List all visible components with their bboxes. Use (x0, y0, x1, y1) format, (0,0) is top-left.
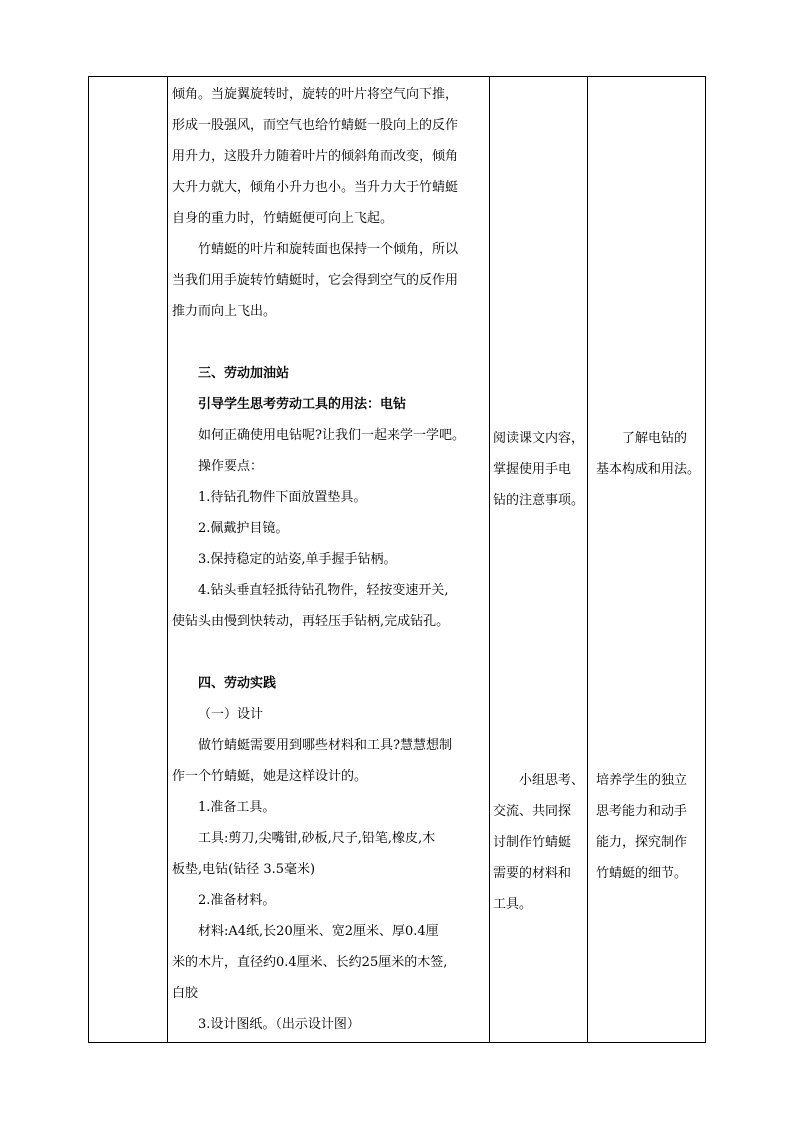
text-line: 思考能力和动手 (596, 804, 688, 819)
text-line: 讨制作竹蜻蜓 (493, 835, 572, 850)
text-line: 掌握使用手电 (493, 462, 572, 477)
list-item: 1.准备工具。 (198, 800, 276, 815)
text-line: 推力而向上飞出。 (172, 304, 277, 319)
teaching-content-cell (172, 79, 487, 1040)
text-line: 了解电钻的 (622, 431, 688, 446)
text-line: 作一个竹蜻蜓，她是这样设计的。 (172, 769, 368, 784)
text-line: 大升力就大，倾角小升力也小。当升力大于竹蜻蜓 (172, 180, 459, 195)
text-line: 自身的重力时，竹蜻蜓便可向上飞起。 (172, 211, 394, 226)
text-line: 形成一股强风，而空气也给竹蜻蜓一股向上的反作 (172, 118, 459, 133)
text-line: 做竹蜻蜓需要用到哪些材料和工具?慧慧想制 (198, 738, 452, 753)
text-line: 倾角。当旋翼旋转时，旋转的叶片将空气向下推， (172, 87, 459, 102)
text-line: 交流、共同探 (493, 804, 572, 819)
text-line: 竹蜻蜓的细节。 (596, 866, 688, 881)
text-line: 工具:剪刀,尖嘴钳,砂板,尺子,铅笔,橡皮,木 (198, 831, 436, 846)
text-line: 使钻头由慢到快转动，再轻压手钻柄,完成钻孔。 (172, 614, 450, 629)
text-line: 能力，探究制作 (596, 835, 688, 850)
text-line: 如何正确使用电钻呢?让我们一起来学一学吧。 (198, 428, 465, 443)
text-line: 材料:A4纸,长20厘米、宽2厘米、厚0.4厘 (198, 924, 439, 939)
student-activity-cell (493, 423, 593, 516)
text-line: 白胶 (172, 986, 199, 1001)
lesson-table (88, 76, 706, 1043)
section-subtitle: （一）设计 (198, 707, 264, 722)
text-line: 阅读课文内容， (493, 431, 585, 446)
text-line: 板垫,电钻(钻径 3.5毫米) (172, 862, 316, 877)
section-title: 四、劳动实践 (198, 676, 277, 691)
design-intent-cell (596, 765, 706, 889)
text-line: 当我们用手旋转竹蜻蜓时，它会得到空气的反作用 (172, 273, 459, 288)
text-line: 基本构成和用法。 (596, 462, 701, 477)
text-line: 米的木片，直径约0.4厘米、长约25厘米的木签, (172, 955, 448, 970)
list-item: 3.保持稳定的站姿,单手握手钻柄。 (198, 552, 397, 567)
list-item: 1.待钻孔物件下面放置垫具。 (198, 490, 367, 505)
section-subtitle: 引导学生思考劳动工具的用法：电钻 (198, 397, 407, 412)
text-line: 用升力，这股升力随着叶片的倾斜角而改变，倾角 (172, 149, 459, 164)
list-item: 4.钻头垂直轻抵待钻孔物件，轻按变速开关, (198, 583, 449, 598)
text-line: 小组思考、 (519, 773, 585, 788)
column-divider (167, 77, 168, 1042)
text-line: 工具。 (493, 897, 533, 912)
list-item: 2.佩戴护目镜。 (198, 521, 289, 536)
column-divider (489, 77, 490, 1042)
text-line: 需要的材料和 (493, 866, 572, 881)
design-intent-cell (596, 423, 706, 485)
text-line: 培养学生的独立 (596, 773, 688, 788)
text-line: 操作要点： (198, 459, 264, 474)
student-activity-cell (493, 765, 593, 920)
text-line: 竹蜻蜓的叶片和旋转面也保持一个倾角，所以 (198, 242, 459, 257)
list-item: 2.准备材料。 (198, 893, 276, 908)
section-title: 三、劳动加油站 (198, 366, 290, 381)
list-item: 3.设计图纸。（出示设计图） (198, 1017, 360, 1032)
text-line: 钻的注意事项。 (493, 493, 585, 508)
